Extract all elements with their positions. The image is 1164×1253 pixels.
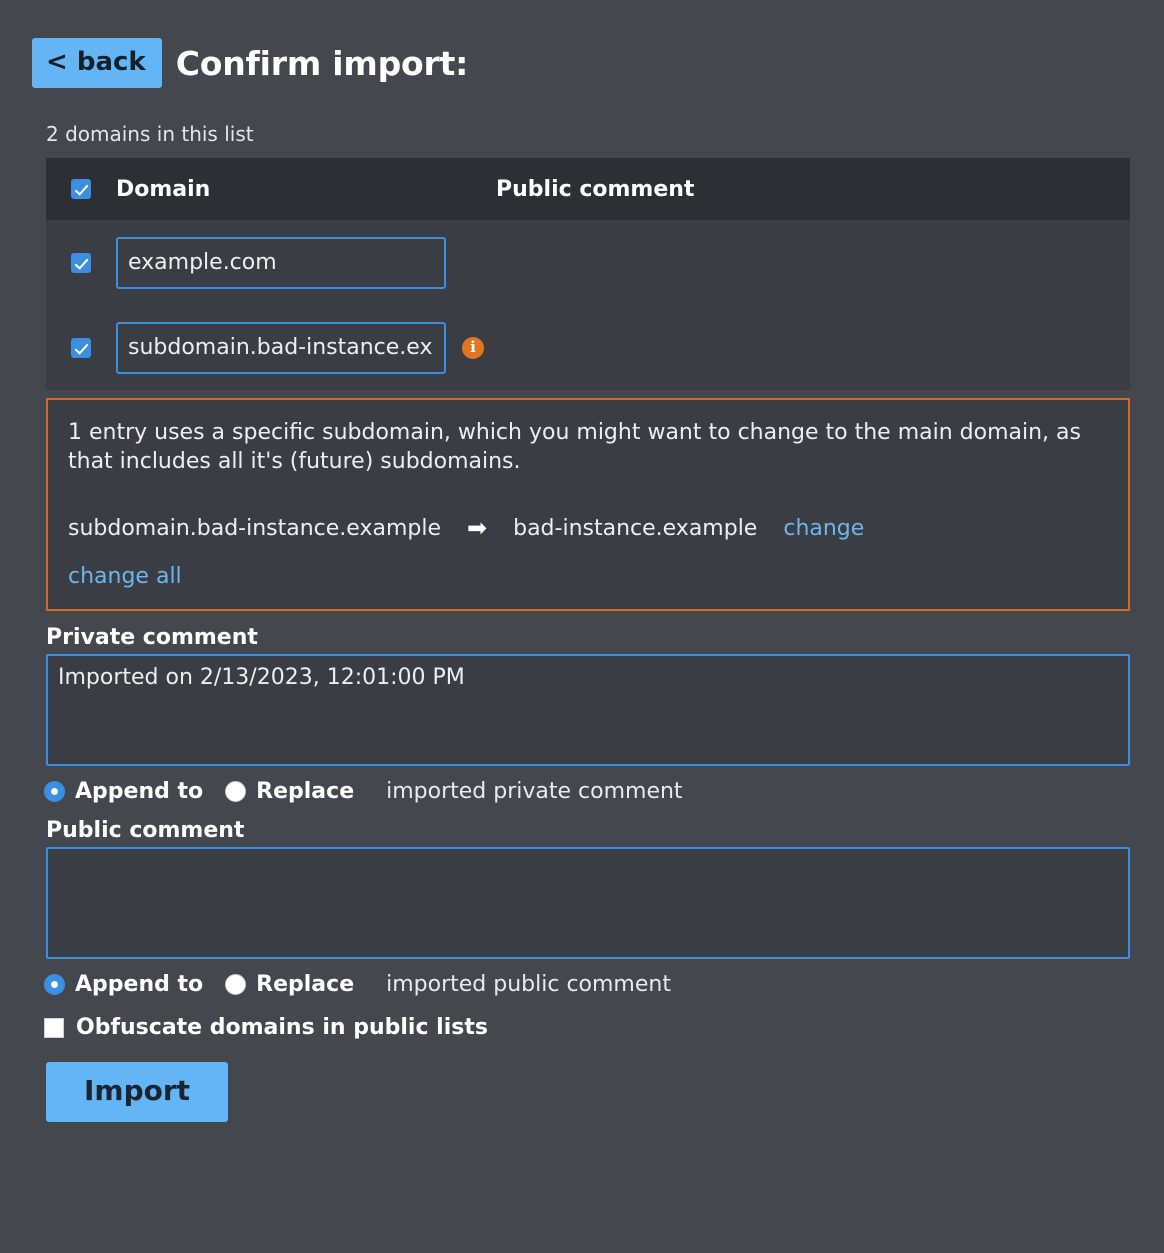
column-header-domain: Domain bbox=[116, 176, 211, 202]
row-select-cell bbox=[46, 338, 116, 358]
subdomain-warning-box bbox=[46, 398, 1130, 611]
private-comment-mode-group bbox=[44, 779, 1132, 804]
public-replace-radio[interactable] bbox=[225, 974, 246, 995]
row-checkbox[interactable] bbox=[71, 253, 91, 273]
table-row bbox=[46, 305, 1130, 390]
private-comment-label: Private comment bbox=[46, 625, 258, 651]
select-all-cell bbox=[46, 179, 116, 199]
private-comment-textarea[interactable] bbox=[46, 654, 1130, 766]
domain-input-cell bbox=[116, 322, 446, 374]
domain-input[interactable] bbox=[116, 322, 446, 374]
page-title: Confirm import: bbox=[175, 43, 469, 83]
back-button[interactable]: < back bbox=[32, 38, 162, 88]
public-replace-label: Replace bbox=[256, 972, 355, 998]
import-button[interactable]: Import bbox=[46, 1062, 228, 1122]
public-append-label: Append to bbox=[75, 972, 204, 998]
subdomain-mapping-row bbox=[68, 514, 1108, 542]
table-row bbox=[46, 220, 1130, 305]
row-checkbox[interactable] bbox=[71, 338, 91, 358]
private-append-label: Append to bbox=[75, 779, 204, 805]
mapping-from: subdomain.bad-instance.example bbox=[68, 515, 441, 541]
subdomain-warning-text: 1 entry uses a specific subdomain, which you might want to change to the main domain, as that includes all it's (future) subdomains. bbox=[68, 420, 1081, 475]
public-mode-tail: imported public comment bbox=[386, 972, 671, 998]
page-header bbox=[32, 0, 1132, 100]
list-summary: 2 domains in this list bbox=[46, 122, 254, 146]
domains-table bbox=[46, 158, 1130, 390]
domain-input-cell bbox=[116, 237, 446, 289]
domain-input[interactable] bbox=[116, 237, 446, 289]
private-replace-radio[interactable] bbox=[225, 781, 246, 802]
select-all-checkbox[interactable] bbox=[71, 179, 91, 199]
private-append-radio[interactable] bbox=[44, 781, 65, 802]
public-comment-mode-group bbox=[44, 972, 1132, 997]
public-append-radio[interactable] bbox=[44, 974, 65, 995]
obfuscate-row bbox=[44, 1015, 1132, 1040]
private-replace-label: Replace bbox=[256, 779, 355, 805]
change-link[interactable]: change bbox=[783, 515, 865, 541]
obfuscate-checkbox[interactable] bbox=[44, 1018, 64, 1038]
public-comment-textarea[interactable] bbox=[46, 847, 1130, 959]
public-comment-label: Public comment bbox=[46, 818, 245, 844]
obfuscate-label: Obfuscate domains in public lists bbox=[76, 1015, 488, 1041]
row-select-cell bbox=[46, 253, 116, 273]
change-all-link[interactable]: change all bbox=[68, 564, 182, 590]
table-header-row bbox=[46, 158, 1130, 220]
private-mode-tail: imported private comment bbox=[386, 779, 683, 805]
mapping-to: bad-instance.example bbox=[513, 515, 758, 541]
arrow-right-icon: ➡ bbox=[467, 514, 488, 543]
info-icon[interactable]: i bbox=[462, 337, 484, 359]
column-header-public-comment: Public comment bbox=[496, 176, 695, 202]
